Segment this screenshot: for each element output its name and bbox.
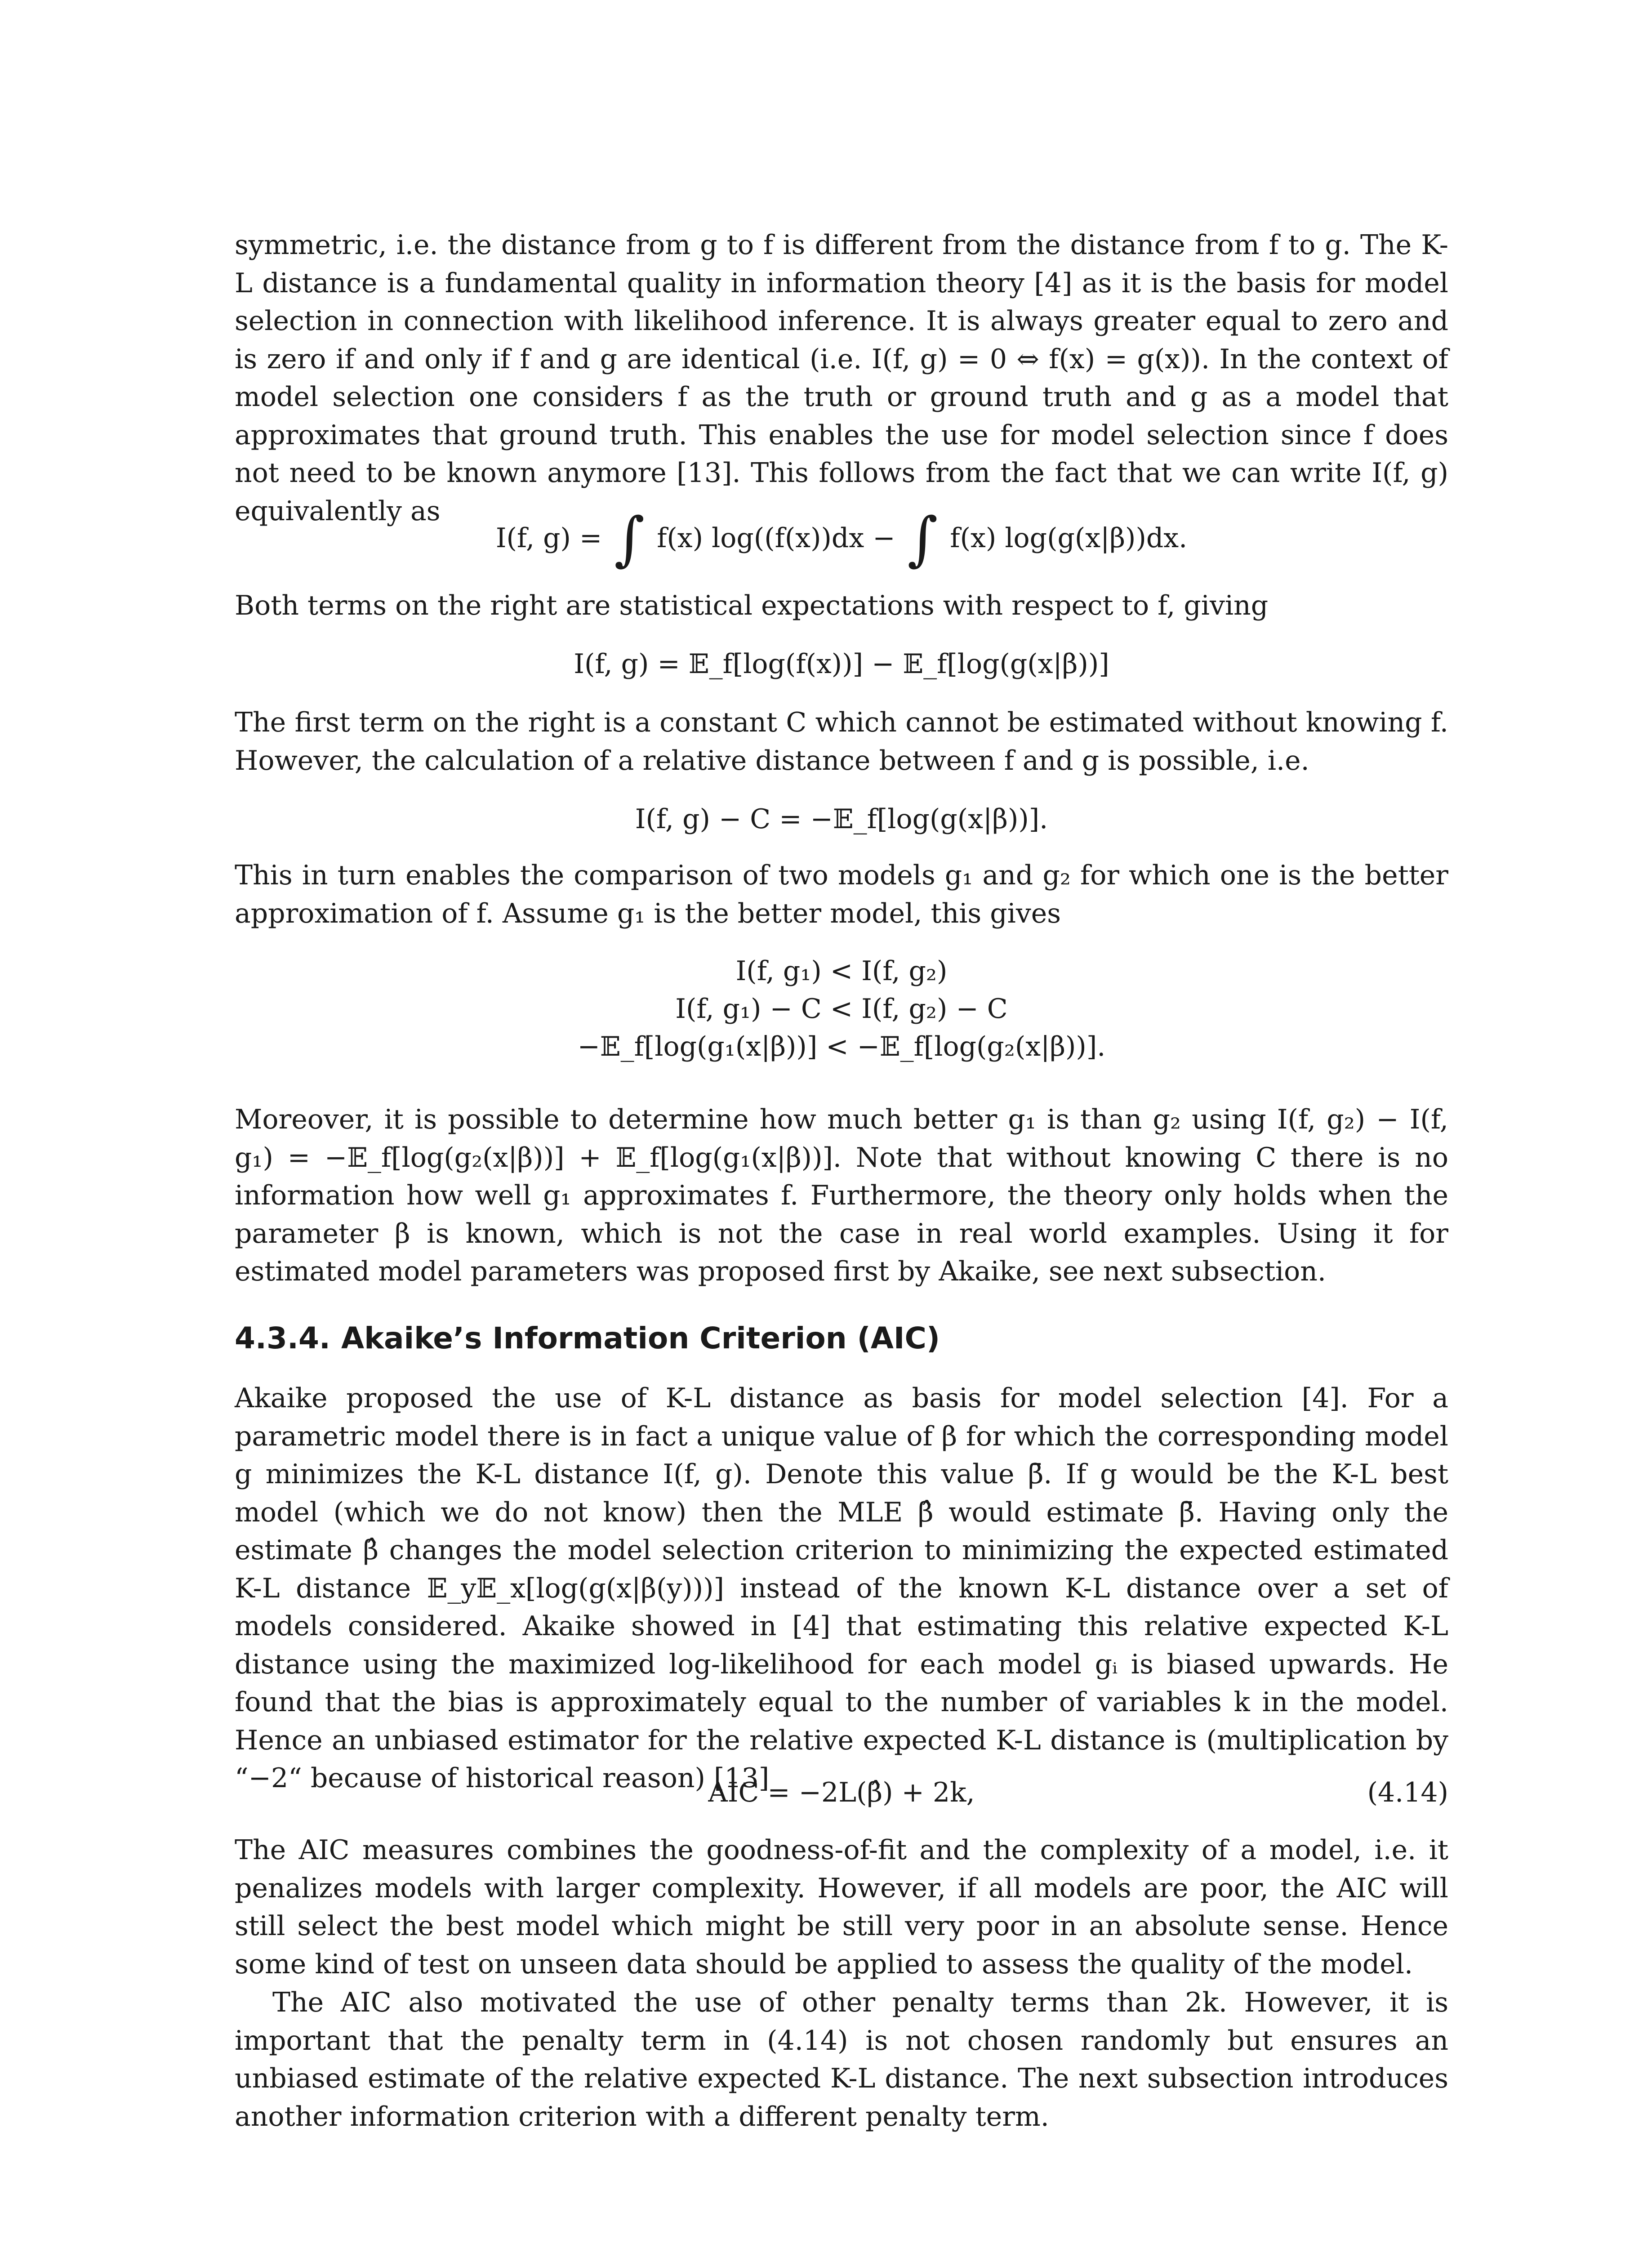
- section-number: 4.3.4.: [235, 1321, 330, 1356]
- integral-symbol: ∫: [907, 504, 938, 573]
- equation-aic: [235, 1774, 1448, 1811]
- equation-number: (4.14): [1367, 1777, 1448, 1808]
- section-heading: [235, 1318, 940, 1359]
- equation-line: −𝔼_f[log(g₁(x|β))] < −𝔼_f[log(g₂(x|β))].: [577, 1031, 1106, 1062]
- integral-symbol: ∫: [614, 504, 645, 573]
- equation-relative-distance: I(f, g) − C = −𝔼_f[log(g(x|β))].: [635, 803, 1048, 835]
- equation-lhs: I(f, g) =: [495, 522, 602, 554]
- equation-aic-formula: AIC = −2L(β̂) + 2k,: [708, 1777, 975, 1808]
- paragraph-expectations-intro: Both terms on the right are statistical expectations with respect to f, giving: [235, 590, 1269, 621]
- paragraph-aic-measures: The AIC measures combines the goodness-of-fit and the complexity of a model, i.e. it penalizes models with larger complexity. However, if all models are poor, the AIC will still select the best model which might be still very poor in an absolute sense. Hence some kind of test on unseen data should be applied to assess the quality of the model.: [235, 1834, 1448, 1980]
- equation-kl-expectation: I(f, g) = 𝔼_f[log(f(x))] − 𝔼_f[log(g(x|β))]: [574, 648, 1109, 680]
- equation-model-inequalities: [235, 952, 1448, 1066]
- paragraph-kl-distance-properties: symmetric, i.e. the distance from g to f is different from the distance from f to g. The K-L distance is a fundamental quality in information theory [4] as it is the basis for model selection in connection with likelihood inference. It is always greater equal to zero and is zero if and only if f and g are identical (i.e. I(f, g) = 0 ⇔ f(x) = g(x)). In the context of model selection one considers f as the truth or ground truth and g as a model that approximates that ground truth. This enables the use for model selection since f does not need to be known anymore [13]. This follows from the fact that we can write I(f, g) equivalently as: [235, 229, 1448, 527]
- equation-kl-integral: [235, 504, 1448, 573]
- equation-line: I(f, g₁) < I(f, g₂): [735, 955, 948, 987]
- paragraph-akaike-proposal: Akaike proposed the use of K-L distance as basis for model selection [4]. For a parametric model there is in fact a unique value of β for which the corresponding model g minimizes the K-L distance I(f, g). Denote this value β̄. If g would be the K-L best model (which we do not know) then the MLE β̂ would estimate β̄. Having only the estimate β̂ changes the model selection criterion to minimizing the expected estimated K-L distance 𝔼_y𝔼_x[log(g(x|β(y)))] instead of the known K-L distance over a set of models considered. Akaike showed in [4] that estimating this relative expected K-L distance using the maximized log-likelihood for each model gᵢ is biased upwards. He found that the bias is approximately equal to the number of variables k in the model. Hence an unbiased estimator for the relative expected K-L distance is (multiplication by “−2“ because of historical reason) [13]: [235, 1383, 1448, 1794]
- paragraph-penalty-terms: The AIC also motivated the use of other penalty terms than 2k. However, it is important that the penalty term in (4.14) is not chosen randomly but ensures an unbiased estimate of the relative expected K-L distance. The next subsection introduces another information criterion with a different penalty term.: [235, 1987, 1448, 2132]
- equation-term-2: f(x) log(g(x|β))dx.: [950, 522, 1188, 554]
- paragraph-model-comparison: This in turn enables the comparison of two models g₁ and g₂ for which one is the better approximation of f. Assume g₁ is the better model, this gives: [235, 860, 1448, 929]
- equation-term-1: f(x) log((f(x))dx −: [657, 522, 895, 554]
- section-title: Akaike’s Information Criterion (AIC): [341, 1321, 940, 1356]
- equation-line: I(f, g₁) − C < I(f, g₂) − C: [675, 993, 1008, 1025]
- paragraph-constant-c: The first term on the right is a constant C which cannot be estimated without knowing f. However, the calculation of a relative distance between f and g is possible, i.e.: [235, 707, 1448, 776]
- paragraph-how-much-better: Moreover, it is possible to determine how much better g₁ is than g₂ using I(f, g₂) − I(f, g₁) = −𝔼_f[log(g₂(x|β))] + 𝔼_f[log(g₁(x|β))]. Note that without knowing C there is no information how well g₁ approximates f. Furthermore, the theory only holds when the parameter β is known, which is not the case in real world examples. Using it for estimated model parameters was proposed first by Akaike, see next subsection.: [235, 1104, 1448, 1287]
